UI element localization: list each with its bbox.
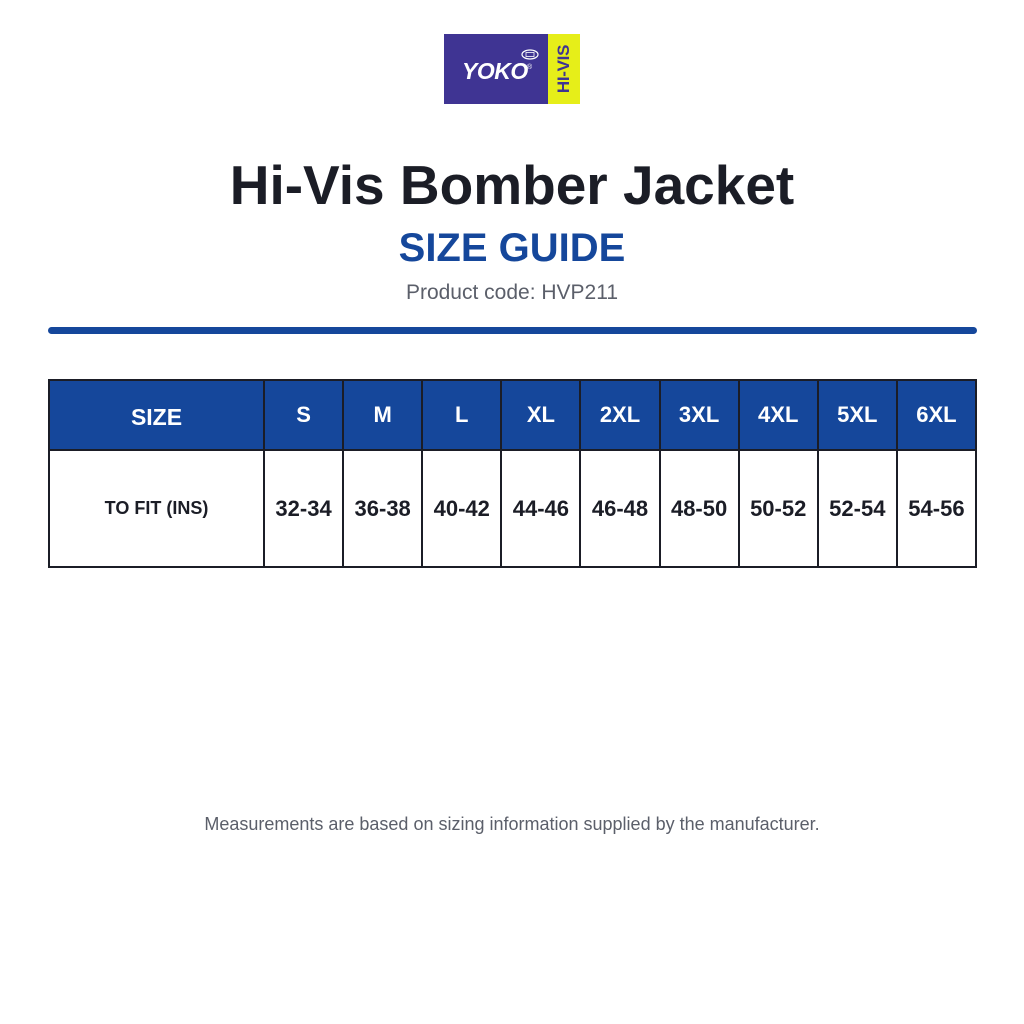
table-cell: 36-38 xyxy=(343,450,422,567)
logo-wordmark: YOKO xyxy=(462,58,528,84)
table-cell: 44-46 xyxy=(501,450,580,567)
logo-hivis-strip xyxy=(548,34,580,104)
table-cell: 32-34 xyxy=(264,450,343,567)
row-label: TO FIT (INS) xyxy=(49,450,264,567)
logo-registered-mark: ® xyxy=(527,64,533,71)
page-title: Hi-Vis Bomber Jacket xyxy=(229,154,795,216)
size-header-cell: 5XL xyxy=(818,380,897,450)
size-header-cell: L xyxy=(422,380,501,450)
table-cell: 52-54 xyxy=(818,450,897,567)
size-header-cell: S xyxy=(264,380,343,450)
table-cell: 48-50 xyxy=(660,450,739,567)
size-header-cell: XL xyxy=(501,380,580,450)
table-row xyxy=(49,450,976,567)
table-cell: 46-48 xyxy=(580,450,659,567)
page-subtitle: SIZE GUIDE xyxy=(398,226,626,270)
size-header-label: SIZE xyxy=(49,380,264,450)
divider-rule xyxy=(48,327,977,334)
footnote: Measurements are based on sizing information supplied by the manufacturer. xyxy=(204,814,820,834)
size-table xyxy=(48,379,977,568)
table-cell: 50-52 xyxy=(739,450,818,567)
logo-main-panel xyxy=(444,34,548,104)
product-code: Product code: HVP211 xyxy=(405,281,619,304)
size-header-cell: M xyxy=(343,380,422,450)
brand-logo xyxy=(444,34,580,104)
size-header-cell: 3XL xyxy=(660,380,739,450)
table-cell: 40-42 xyxy=(422,450,501,567)
size-header-cell: 4XL xyxy=(739,380,818,450)
table-cell: 54-56 xyxy=(897,450,976,567)
logo-strip-text: HI-VIS xyxy=(554,44,573,94)
size-header-row xyxy=(49,380,976,450)
size-header-cell: 6XL xyxy=(897,380,976,450)
size-header-cell: 2XL xyxy=(580,380,659,450)
